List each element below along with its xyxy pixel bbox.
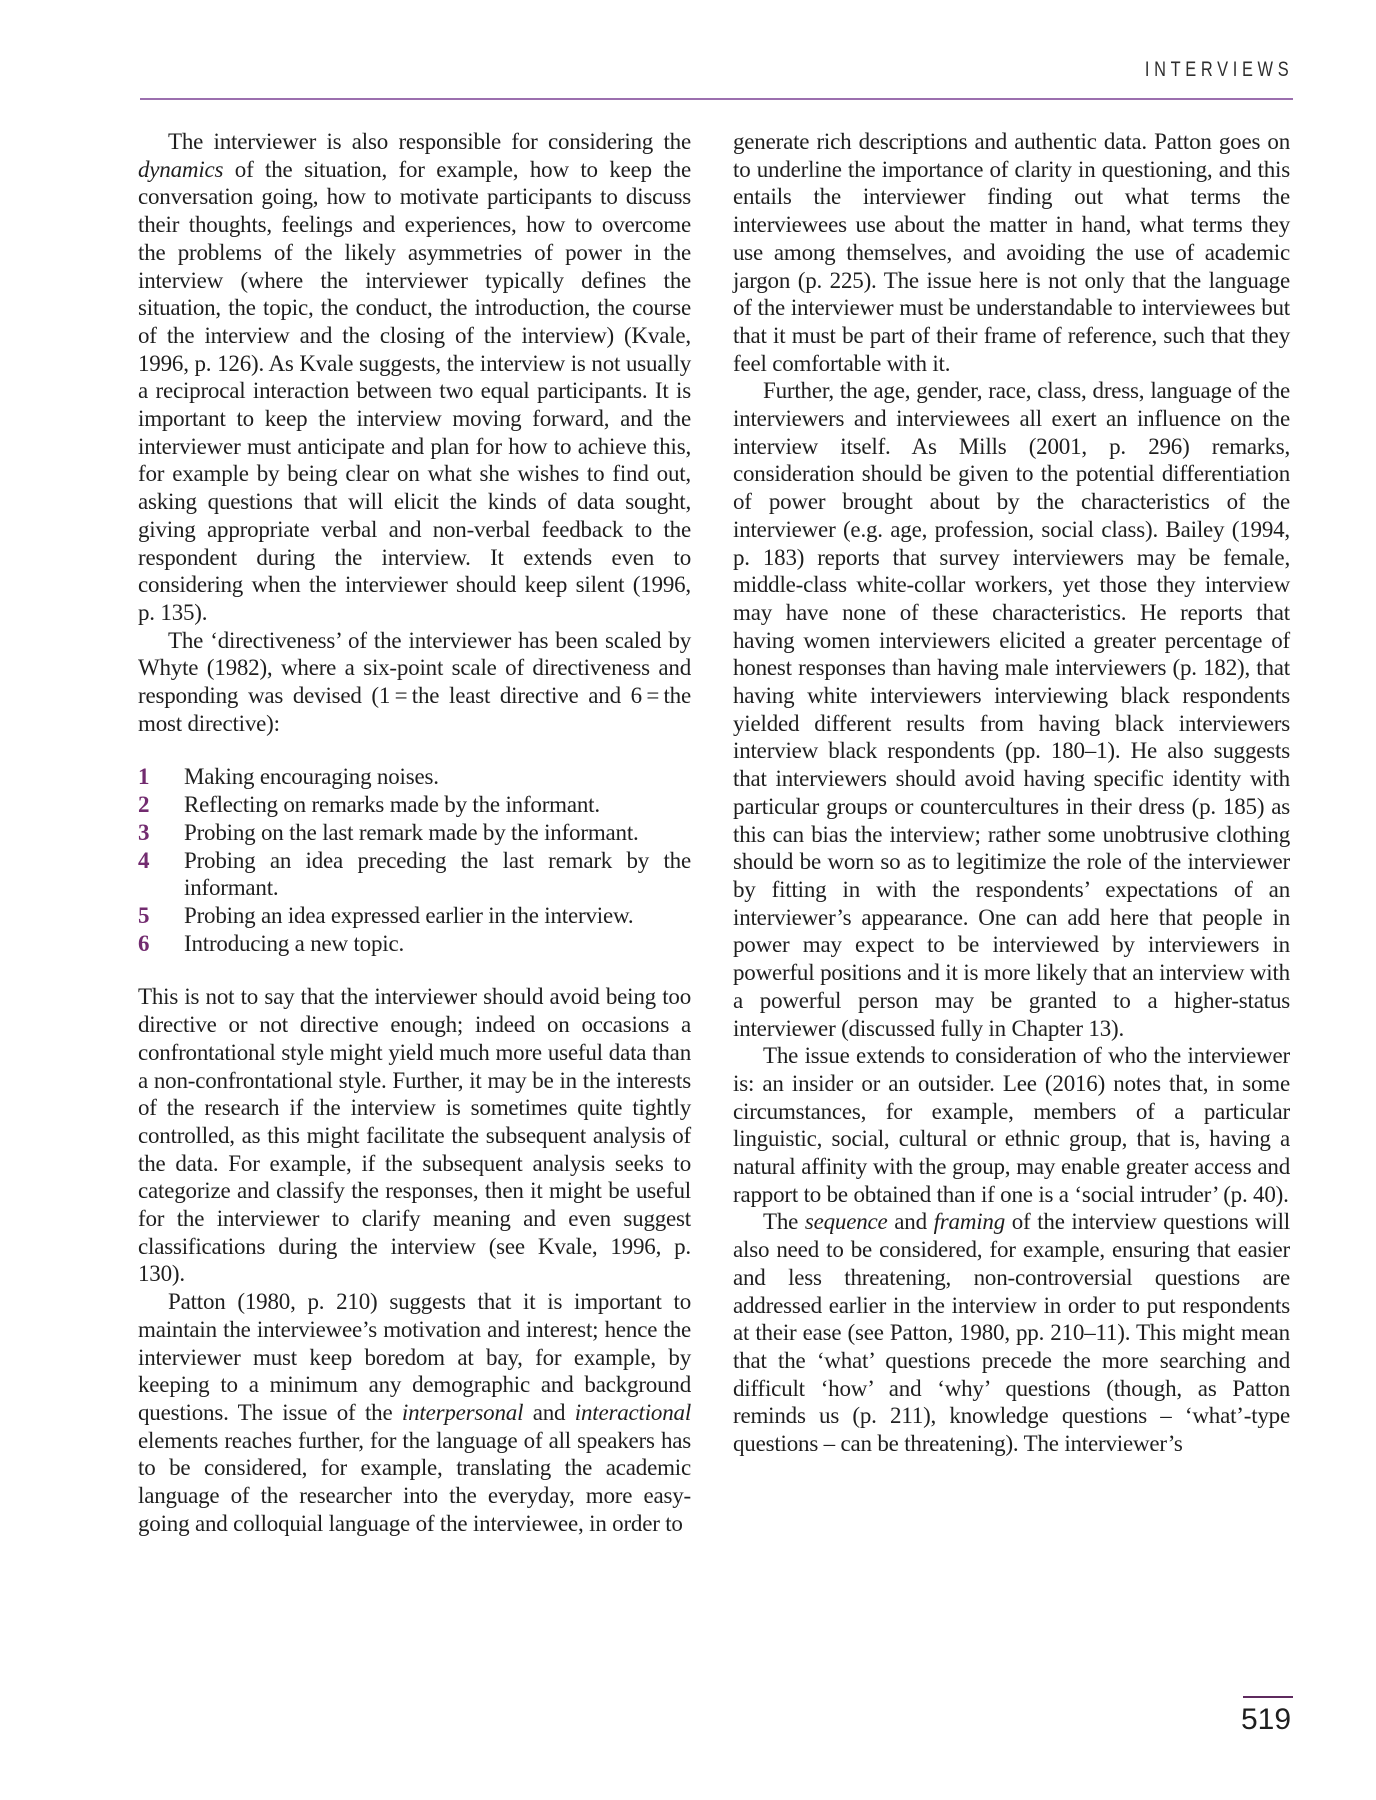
list-item <box>138 902 691 930</box>
italic-text: framing <box>933 1209 1006 1235</box>
paragraph: Patton (1980, p. 210) suggests that it is important to maintain the interviewee’s motivation and interest; hence the interviewer must keep boredom at bay, for example, by keeping to a minimum any demographic and background questions. The issue of the interpersonal and interactional elements reaches further, for the language of all speakers has to be considered, for example, translating the academic language of the researcher into the everyday, more easy-going and colloquial language of the interviewee, in order to <box>138 1289 692 1536</box>
list-item-text: Probing on the last remark made by the informant. <box>184 819 639 845</box>
paragraph: The interviewer is also responsible for considering the dynamics of the situation, for example, how to keep the conversation going, how to motivate participants to discuss their thoughts, feelings and experiences, how to overcome the problems of the likely asymmetries of power in the interview (where the interviewer typically defines the situation, the topic, the conduct, the introduction, the course of the interview and the closing of the interview) (Kvale, 1996, p. 126). As Kvale suggests, the interview is not usually a reciprocal interaction between two equal participants. It is important to keep the interview moving forward, and the interviewer must anticipate and plan for how to achieve this, for example by being clear on what she wishes to find out, asking questions that will elicit the kinds of data sought, giving appropriate verbal and non-verbal feedback to the respondent during the interview. It extends even to considering when the interviewer should keep silent (1996, p. 135). <box>138 129 691 625</box>
right-column <box>733 128 1290 1458</box>
paragraph: generate rich descriptions and authentic data. Patton goes on to underline the importance of clarity in questioning, and this entails the interviewer finding out what terms the interviewees use about the matter in hand, what terms they use among themselves, and avoiding the use of academic jargon (p. 225). The issue here is not only that the language of the interviewer must be understandable to interviewees but that it must be part of their frame of reference, such that they feel comfortable with it. <box>733 129 1290 376</box>
italic-text: dynamics <box>138 156 224 182</box>
footer-rule <box>1243 1696 1293 1698</box>
header-rule <box>140 98 1293 100</box>
italic-text: interactional <box>574 1399 692 1425</box>
list-item-text: Probing an idea expressed earlier in the interview. <box>184 902 634 928</box>
paragraph: This is not to say that the interviewer should avoid being too directive or not directive enough; indeed on occasions a confrontational style might yield much more useful data than a non-confrontational style. Further, it may be in the interests of the research if the interview is sometimes quite tightly controlled, as this might facilitate the subsequent analysis of the data. For example, if the subsequent analysis seeks to categorize and classify the responses, then it might be useful for the interviewer to clarify meaning and even suggest classifications during the interview (see Kvale, 1996, p. 130). <box>138 984 691 1287</box>
list-item-text: Making encouraging noises. <box>184 764 439 790</box>
list-item-number: 6 <box>138 930 150 956</box>
list-item <box>138 930 691 958</box>
directiveness-scale-list <box>138 763 691 957</box>
list-item-number: 4 <box>138 847 150 873</box>
left-column <box>138 128 691 1537</box>
list-item-number: 2 <box>138 792 150 818</box>
running-header-title: INTERVIEWS <box>1144 58 1293 81</box>
list-item-text: Probing an idea preceding the last remark by the informant. <box>184 847 691 901</box>
page-number: 519 <box>1241 1703 1292 1736</box>
paragraph: The issue extends to consideration of who the interviewer is: an insider or an outsider. Lee (2016) notes that, in some circumstances, for example, members of a particular linguistic, social, cultural or ethnic group, that is, having a natural affinity with the group, may enable greater access and rapport to be obtained than if one is a ‘social intruder’ (p. 40). <box>733 1043 1290 1207</box>
paragraph: The ‘directiveness’ of the interviewer has been scaled by Whyte (1982), where a six-point scale of directiveness and responding was devised (1 = the least directive and 6 = the most directive): <box>138 627 691 736</box>
list-item-number: 3 <box>138 819 150 845</box>
italic-text: sequence <box>804 1209 888 1235</box>
list-item-number: 1 <box>138 764 150 790</box>
paragraph: Further, the age, gender, race, class, dress, language of the interviewers and interviewees all exert an influence on the interview itself. As Mills (2001, p. 296) remarks, consideration should be given to the potential differentiation of power brought about by the characteristics of the interviewer (e.g. age, profession, social class). Bailey (1994, p. 183) reports that survey interviewers may be female, middle-class white-collar workers, yet those they interview may have none of these characteristics. He reports that having women interviewers elicited a greater percentage of honest responses than having male interviewers (p. 182), that having white interviewers interviewing black respondents yielded different results from having black interviewers interview black respondents (pp. 180–1). He also suggests that interviewers should avoid having specific identity with particular groups or countercultures in their dress (p. 185) as this can bias the interview; rather some unobtrusive clothing should be worn so as to legitimize the role of the interviewer by fitting in with the respondents’ expectations of an interviewer’s appearance. One can add here that people in power may expect to be interviewed by interviewers in powerful positions and it is more likely that an interview with a powerful person may be granted to a higher-status interviewer (discussed fully in Chapter 13). <box>733 378 1290 1041</box>
list-item-number: 5 <box>138 902 150 928</box>
italic-text: interpersonal <box>401 1399 524 1425</box>
list-item <box>138 791 691 819</box>
list-item-text: Reflecting on remarks made by the informant. <box>184 792 600 818</box>
list-item <box>138 847 691 902</box>
list-item-text: Introducing a new topic. <box>184 930 405 956</box>
paragraph: The sequence and framing of the interview questions will also need to be considered, for example, ensuring that easier and less threatening, non-controversial questions are addressed earlier in the interview in order to put respondents at their ease (see Patton, 1980, pp. 210–11). This might mean that the ‘what’ questions precede the more searching and difficult ‘how’ and ‘why’ questions (though, as Patton reminds us (p. 211), knowledge questions – ‘what’-type questions – can be threatening). The interviewer’s <box>733 1209 1290 1457</box>
list-item <box>138 819 691 847</box>
list-item <box>138 763 691 791</box>
